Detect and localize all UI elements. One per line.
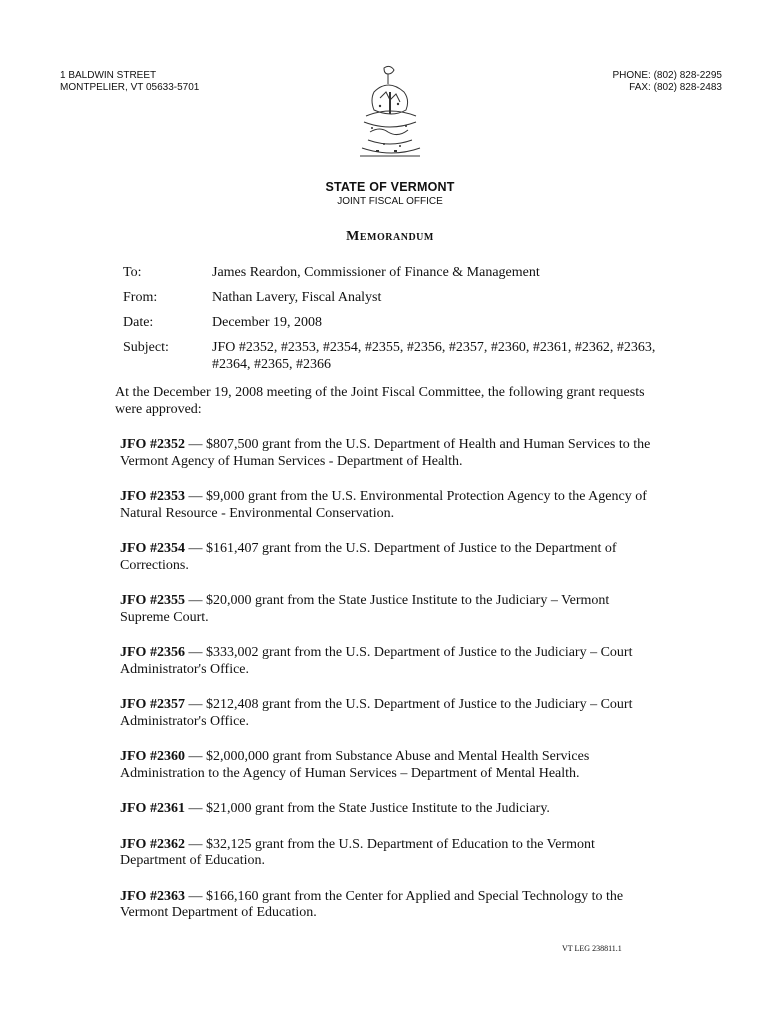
grant-text: — $212,408 grant from the U.S. Department of Justice to the Judiciary – Court Administrator's Office. [120,697,633,729]
grant-item [120,437,655,470]
office-subtitle: JOINT FISCAL OFFICE [337,196,443,207]
phone-number: PHONE: (802) 828-2295 [612,70,722,81]
office-name: STATE OF VERMONT [325,180,455,194]
to-value: James Reardon, Commissioner of Finance & Management [212,265,540,280]
grant-id: JFO #2356 [120,645,185,660]
grant-id: JFO #2354 [120,541,185,556]
grant-id: JFO #2360 [120,749,185,764]
vermont-seal-icon [350,62,430,170]
grant-text: — $333,002 grant from the U.S. Department of Justice to the Judiciary – Court Administrator's Office. [120,645,633,677]
fax-number: FAX: (802) 828-2483 [629,82,722,93]
grant-item [120,593,655,626]
memo-title: Memorandum [346,229,434,244]
grant-id: JFO #2353 [120,489,185,504]
grant-item [120,749,655,782]
grant-text: — $9,000 grant from the U.S. Environmental Protection Agency to the Agency of Natural Resource - Environmental Conservation. [120,489,647,521]
grant-item [120,489,655,522]
address-line-2: MONTPELIER, VT 05633-5701 [60,82,200,93]
grant-text: — $32,125 grant from the U.S. Department of Education to the Vermont Department of Education. [120,836,595,868]
subject-value: JFO #2352, #2353, #2354, #2355, #2356, #2357, #2360, #2361, #2362, #2363, #2364, #2365, #2366 [212,340,656,372]
grant-item [120,889,655,922]
grant-id: JFO #2352 [120,437,185,452]
grant-text: — $21,000 grant from the State Justice Institute to the Judiciary. [184,801,550,816]
date-value: December 19, 2008 [212,315,323,330]
intro-paragraph: At the December 19, 2008 meeting of the Joint Fiscal Committee, the following grant requests were approved: [115,385,645,417]
grant-id: JFO #2363 [120,888,185,904]
grant-item [120,697,655,730]
to-label: To: [123,265,142,280]
grant-text: — $20,000 grant from the State Justice Institute to the Judiciary – Vermont Supreme Court. [120,593,610,625]
grant-text: — $166,160 grant from the Center for Applied and Special Technology to the Vermont Department of Education. [120,888,624,920]
grant-id: JFO #2361 [120,801,185,816]
subject-label: Subject: [123,340,169,355]
grant-item [120,645,655,678]
grant-list [120,437,655,941]
grant-text: — $161,407 grant from the U.S. Department of Justice to the Department of Corrections. [120,541,617,573]
grant-item [120,801,655,818]
grant-id: JFO #2355 [120,593,185,608]
office-address [60,70,199,94]
grant-item [120,541,655,574]
grant-text: — $807,500 grant from the U.S. Department of Health and Human Services to the Vermont Agency of Human Services - Department of Health. [120,437,651,469]
office-contact [612,70,722,94]
office-heading [0,180,770,208]
address-line-1: 1 BALDWIN STREET [60,70,157,81]
from-value: Nathan Lavery, Fiscal Analyst [212,290,382,305]
from-label: From: [123,290,158,305]
footer-code: VT LEG 238811.1 [562,944,622,953]
grant-text: — $2,000,000 grant from Substance Abuse and Mental Health Services Administration to the Agency of Human Services – Department of Mental Health. [120,749,590,781]
date-label: Date: [123,315,154,330]
grant-id: JFO #2362 [120,836,185,852]
grant-item [120,837,655,870]
grant-id: JFO #2357 [120,697,185,712]
